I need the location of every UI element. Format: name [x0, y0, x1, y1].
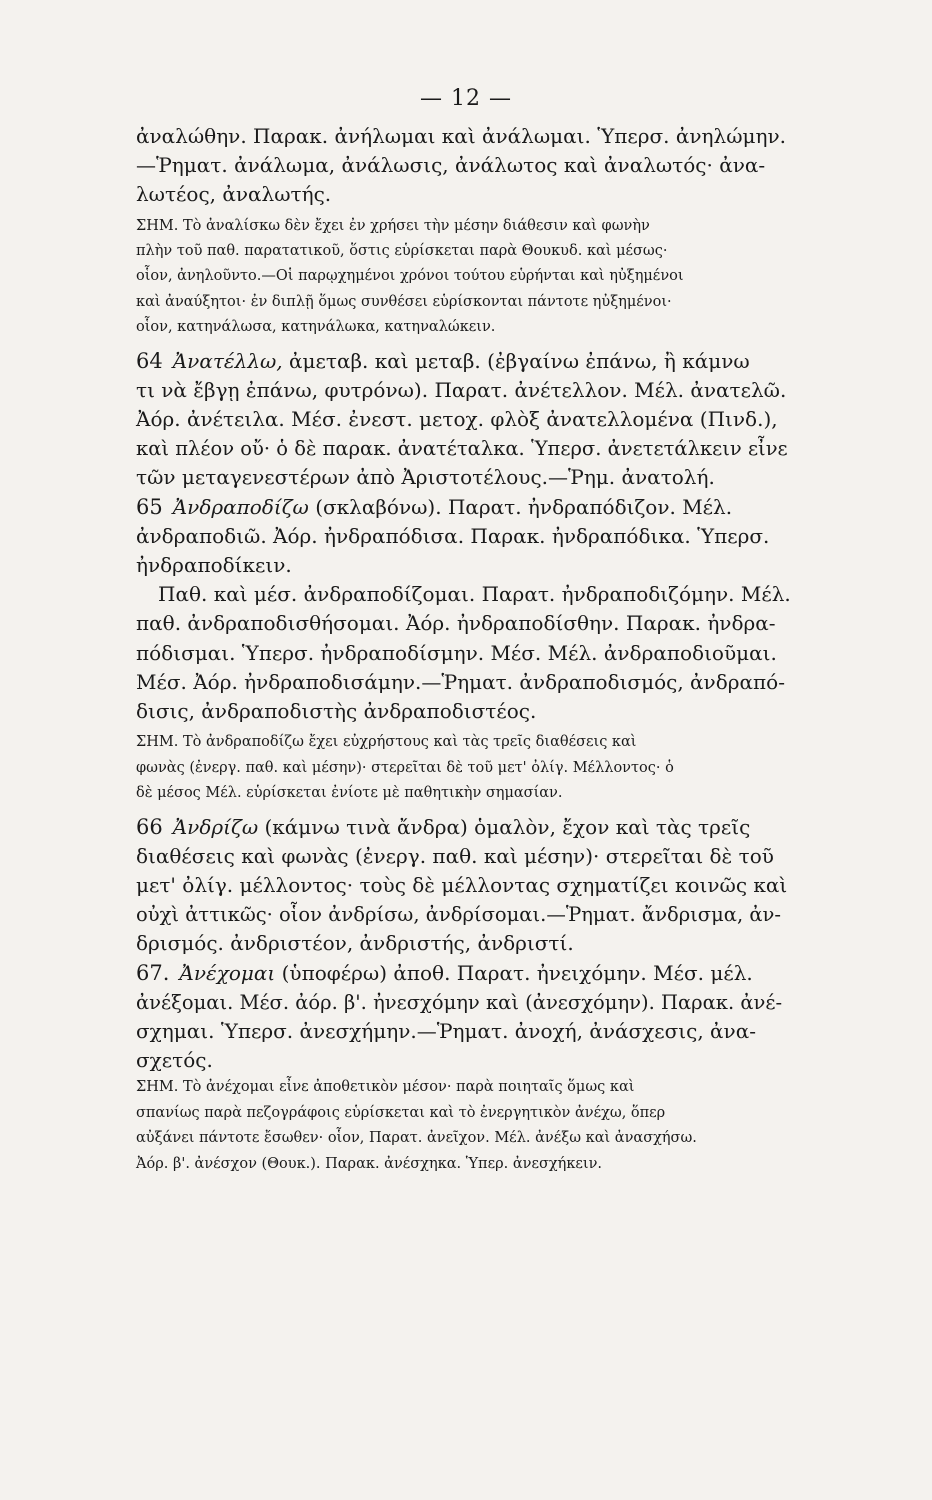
entry-number: 66	[136, 814, 163, 839]
text-body	[136, 122, 796, 1177]
entry-64	[136, 347, 796, 376]
text-line: ἠνδραποδίκειν.	[136, 553, 292, 578]
text-line: Παθ. καὶ μέσ. ἀνδραποδίζομαι. Παρατ. ἠνδραποδιζόμην. Μέλ.	[158, 582, 791, 607]
text-line: δισις, ἀνδραποδιστὴς ἀνδραποδιστέος.	[136, 699, 537, 724]
text-line: ἀναλώθην. Παρακ. ἀνήλωμαι καὶ ἀνάλωμαι. Ὑπερσ. ἀνηλώμην.	[136, 124, 786, 148]
text-line: τῶν μεταγενεστέρων ἀπὸ Ἀριστοτέλους.—Ῥημ. ἀνατολή.	[136, 465, 715, 490]
entry-number: 67.	[136, 960, 170, 985]
page-number: — 12 —	[420, 86, 512, 111]
text-line: —Ῥηματ. ἀνάλωμα, ἀνάλωσις, ἀνάλωτος καὶ ἀναλωτός· ἀνα-	[136, 153, 766, 178]
entry-headword: Ἀνδραποδίζω	[172, 494, 309, 519]
text-line: πόδισμαι. Ὑπερσ. ἠνδραποδίσμην. Μέσ. Μέλ. ἀνδραποδιοῦμαι.	[136, 640, 777, 665]
entry-headword: Ἀνατέλλω,	[172, 348, 283, 373]
text-line: Ἀόρ. ἀνέτειλα. Μέσ. ἐνεστ. μετοχ. φλὸξ ἀνατελλομένα (Πινδ.),	[136, 407, 778, 432]
note-line: καὶ ἀναύξητοι· ἐν διπλῇ ὅμως συνθέσει εὑρίσκονται πάντοτε ηὐξημένοι·	[136, 293, 672, 310]
text-line: ἀνδραποδιῶ. Ἀόρ. ἠνδραπόδισα. Παρακ. ἠνδραπόδικα. Ὑπερσ.	[136, 523, 770, 548]
text-line: διαθέσεις καὶ φωνὰς (ἐνεργ. παθ. καὶ μέσην)· στερεῖται δὲ τοῦ	[136, 843, 774, 868]
entry-headword: Ἀνδρίζω	[172, 814, 259, 839]
text-line: οὐχὶ ἀττικῶς· οἷον ἀνδρίσω, ἀνδρίσομαι.—Ῥηματ. ἄνδρισμα, ἀν-	[136, 903, 781, 927]
entry-text: ἀμεταβ. καὶ μεταβ. (ἐβγαίνω ἐπάνω, ἢ κάμνω	[289, 348, 750, 373]
entry-text: (ὑποφέρω) ἀποθ. Παρατ. ἠνειχόμην. Μέσ. μέλ.	[281, 960, 753, 985]
note-line: δὲ μέσος Μέλ. εὑρίσκεται ἐνίοτε μὲ παθητικὴν σημασίαν.	[136, 785, 563, 802]
text-line: Μέσ. Ἀόρ. ἠνδραποδισάμην.—Ῥηματ. ἀνδραποδισμός, ἀνδραπό-	[136, 669, 785, 694]
note-line: φωνὰς (ἐνεργ. παθ. καὶ μέσην)· στερεῖται δὲ τοῦ μετ' ὀλίγ. Μέλλοντος· ὁ	[136, 759, 674, 776]
note-line: ΣΗΜ. Τὸ ἀνδραποδίζω ἔχει εὐχρήστους καὶ τὰς τρεῖς διαθέσεις καὶ	[136, 734, 637, 751]
text-line: τι νὰ ἔβγῃ ἐπάνω, φυτρόνω). Παρατ. ἀνέτελλον. Μέλ. ἀνατελῶ.	[136, 377, 787, 402]
entry-text: (κάμνω τινὰ ἄνδρα) ὁμαλὸν, ἔχον καὶ τὰς τρεῖς	[264, 814, 751, 839]
note-line: ΣΗΜ. Τὸ ἀναλίσκω δὲν ἔχει ἐν χρήσει τὴν μέσην διάθεσιν καὶ φωνὴν	[136, 217, 650, 234]
entry-headword: Ἀνέχομαι	[179, 960, 276, 985]
note-line: ΣΗΜ. Τὸ ἀνέχομαι εἶνε ἀποθετικὸν μέσον· παρὰ ποιηταῖς ὅμως καὶ	[136, 1079, 635, 1096]
note-line: οἷον, κατηνάλωσα, κατηνάλωκα, κατηναλώκειν.	[136, 319, 496, 336]
note-line: οἷον, ἀνηλοῦντο.—Οἱ παρῳχημένοι χρόνοι τούτου εὑρήνται καὶ ηὐξημένοι	[136, 268, 684, 285]
text-line: ἀνέξομαι. Μέσ. ἀόρ. β'. ἠνεσχόμην καὶ (ἀνεσχόμην). Παρακ. ἀνέ-	[136, 990, 783, 1014]
text-line: μετ' ὀλίγ. μέλλοντος· τοὺς δὲ μέλλοντας σχηματίζει κοινῶς καὶ	[136, 872, 788, 897]
entry-number: 64	[136, 348, 163, 373]
text-line: σχημαι. Ὑπερσ. ἀνεσχήμην.—Ῥηματ. ἀνοχή, ἀνάσχεσις, ἀνα-	[136, 1018, 756, 1043]
note-line: σπανίως παρὰ πεζογράφοις εὑρίσκεται καὶ τὸ ἐνεργητικὸν ἀνέχω, ὅπερ	[136, 1104, 666, 1121]
entry-66	[136, 813, 796, 842]
text-line: καὶ πλέον οὔ· ὁ δὲ παρακ. ἀνατέταλκα. Ὑπερσ. ἀνετετάλκειν εἶνε	[136, 437, 788, 461]
entry-67	[136, 959, 796, 988]
text-line: παθ. ἀνδραποδισθήσομαι. Ἀόρ. ἠνδραποδίσθην. Παρακ. ἠνδρα-	[136, 611, 776, 636]
text-line: σχετός.	[136, 1048, 213, 1073]
note-line: πλὴν τοῦ παθ. παρατατικοῦ, ὅστις εὑρίσκεται παρὰ Θουκυδ. καὶ μέσως·	[136, 243, 668, 260]
note-line: Ἀόρ. β'. ἀνέσχον (Θουκ.). Παρακ. ἀνέσχηκα. Ὑπερ. ἀνεσχήκειν.	[136, 1155, 603, 1172]
text-line: λωτέος, ἀναλωτής.	[136, 182, 332, 207]
entry-number: 65	[136, 494, 163, 519]
note-line: αὐξάνει πάντοτε ἔσωθεν· οἷον, Παρατ. ἀνεῖχον. Μέλ. ἀνέξω καὶ ἀνασχήσω.	[136, 1130, 697, 1147]
entry-65	[136, 493, 796, 522]
entry-text: (σκλαβόνω). Παρατ. ἠνδραπόδιζον. Μέλ.	[315, 494, 733, 519]
text-line: δρισμός. ἀνδριστέον, ἀνδριστής, ἀνδριστί.	[136, 931, 574, 956]
